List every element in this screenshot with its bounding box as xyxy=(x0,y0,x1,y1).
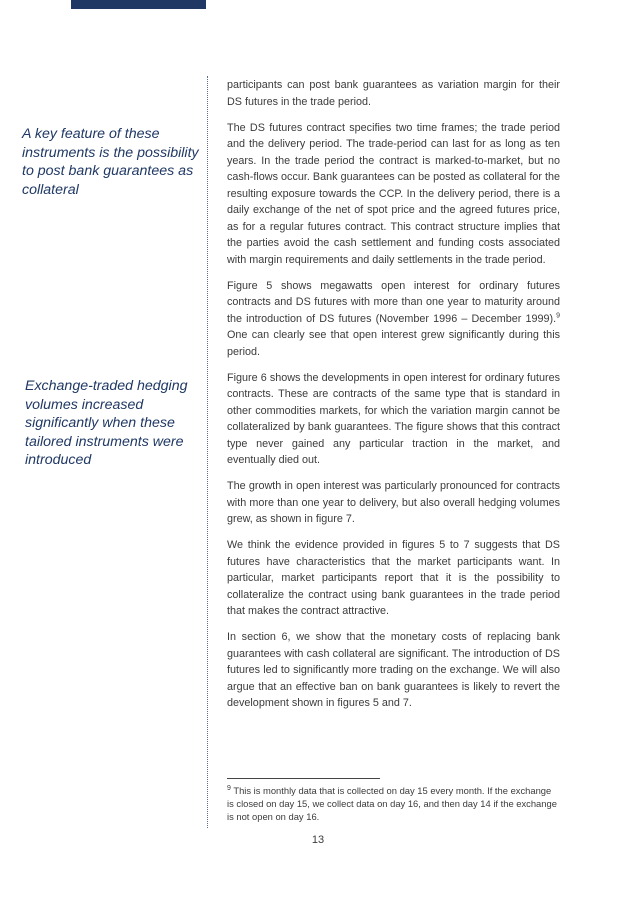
footnote-text: This is monthly data that is collected on day 15 every month. If the exchange is closed on day 15, we collect data on day 16, and then day 14 if the exchange is not open on day 16. xyxy=(227,785,557,823)
column-divider xyxy=(207,76,208,828)
margin-note-collateral: A key feature of these instruments is the possibility to post bank guarantees as collateral xyxy=(22,126,199,198)
paragraph-figure-5 xyxy=(227,278,560,361)
paragraph-open-interest-growth: The growth in open interest was particularly pronounced for contracts with more than one year to delivery, but also overall hedging volumes grew, as shown in figure 7. xyxy=(227,480,560,525)
footnote-rule xyxy=(227,778,380,779)
paragraph-figure-5-text: Figure 5 shows megawatts open interest for ordinary futures contracts and DS futures with more than one year to maturity around the introduction of DS futures (November 1996 – December 1999). xyxy=(227,279,560,325)
paragraph-figure-5-text-end: One can clearly see that open interest grew significantly during this period. xyxy=(227,329,560,358)
header-accent-bar xyxy=(71,0,206,9)
footnote-reference[interactable]: 9 xyxy=(556,311,560,319)
paragraph-evidence: We think the evidence provided in figures 5 to 7 suggests that DS futures have characteristics that the market participants want. In particular, market participants report that it is the possibility to collateralize the contract using bank guarantees in the trade period that makes the contract attractive. xyxy=(227,539,560,617)
paragraph-ds-futures-timeframes: The DS futures contract specifies two time frames; the trade period and the delivery period. The trade-period can last for as long as ten years. In the trade period the contract is marked-to-market, but no cash-flows occur. Bank guarantees can be posted as collateral for the resulting exposure towards the CCP. In the delivery period, there is a daily exchange of the net of spot price and the agreed futures price, as for a regular futures contract. This contract structure implies that the parties avoid the cash settlement and funding costs associated with margin requirements and daily settlements in the trade period. xyxy=(227,121,560,266)
footnote-marker: 9 xyxy=(227,784,231,792)
paragraph-continuation: participants can post bank guarantees as variation margin for their DS futures in the trade period. xyxy=(227,79,560,108)
page-number: 13 xyxy=(311,834,325,846)
paragraph-figure-6: Figure 6 shows the developments in open interest for ordinary futures contracts. These are contracts of the same type that is standard in other commodities markets, for which the variation margin cannot be collateralized by bank guarantees. The figure shows that this contract type never gained any particular traction in the market, and eventually died out. xyxy=(227,371,560,466)
footnote xyxy=(227,784,560,824)
margin-note-hedging-volumes: Exchange-traded hedging volumes increased significantly when these tailored instruments were introduced xyxy=(25,378,188,469)
paragraph-section-6: In section 6, we show that the monetary costs of replacing bank guarantees with cash collateral are significant. The introduction of DS futures led to significantly more trading on the exchange. We will also argue that an effective ban on bank guarantees is likely to revert the development shown in figures 5 and 7. xyxy=(227,631,560,709)
body-column xyxy=(227,77,560,721)
